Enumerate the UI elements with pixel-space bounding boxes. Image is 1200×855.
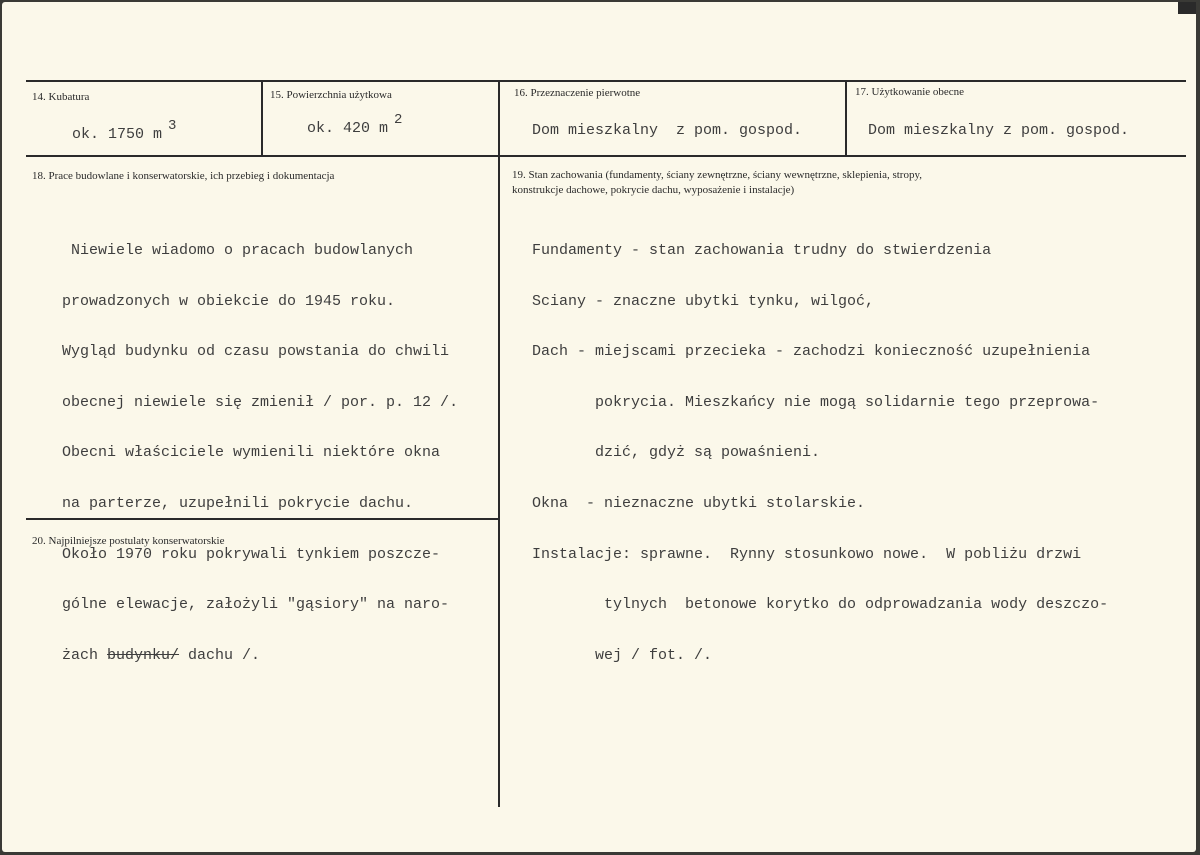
field-17-label: 17. Użytkowanie obecne <box>855 86 965 98</box>
field-17-value: Dom mieszkalny z pom. gospod. <box>868 122 1130 139</box>
field-15-unit-exponent: 2 <box>394 112 403 128</box>
field-18-last-line-end: dachu /. <box>179 646 261 664</box>
field-18-struck-word: budynku/ <box>107 646 180 664</box>
field-16-label: 16. Przeznaczenie pierwotne <box>514 87 641 99</box>
field-18-line: obecnej niewiele się zmienił / por. p. 12 /. <box>62 393 459 411</box>
field-19-line: tylnych betonowe korytko do odprowadzania wody deszczo- <box>532 596 1109 614</box>
field-18-line: Około 1970 roku pokrywali tynkiem poszcze- <box>62 545 441 563</box>
field-19-line: Dach - miejscami przecieka - zachodzi konieczność uzupełnienia <box>532 343 1091 361</box>
field-19-text <box>532 208 1108 699</box>
field-19-line: wej / fot. /. <box>532 646 713 664</box>
field-14-value-text: ok. 1750 m <box>72 126 163 143</box>
field-18-label: 18. Prace budowlane i konserwatorskie, ich przebieg i dokumentacja <box>32 170 335 182</box>
field-18-line: Obecni właściciele wymienili niektóre okna <box>62 444 441 462</box>
field-19-line: Sciany - znaczne ubytki tynku, wilgoć, <box>532 292 875 310</box>
field-19-line: Okna - nieznaczne ubytki stolarskie. <box>532 494 866 512</box>
field-15-label: 15. Powierzchnia użytkowa <box>270 89 392 101</box>
row1-bottom-rule <box>26 155 1186 157</box>
field-14-value <box>72 118 177 143</box>
field-18-line: Wygląd budynku od czasu powstania do chwili <box>62 343 450 361</box>
field-18-text <box>62 208 458 699</box>
field-15-value-text: ok. 420 m <box>307 120 389 137</box>
field-14-unit-exponent: 3 <box>168 118 177 134</box>
corner-mark <box>1178 2 1196 14</box>
divider-15-16 <box>498 81 500 807</box>
field-19-line: Instalacje: sprawne. Rynny stosunkowo nowe. W pobliżu drzwi <box>532 545 1082 563</box>
field-18-last-line-start: żach <box>62 646 108 664</box>
field-15-value <box>307 112 403 137</box>
field-19-line: dzić, gdyż są powaśnieni. <box>532 444 821 462</box>
field-14-label: 14. Kubatura <box>32 91 90 103</box>
field-20-label: 20. Najpilniejsze postulaty konserwatorskie <box>32 535 225 547</box>
field-18-line: prowadzonych w obiekcie do 1945 roku. <box>62 292 396 310</box>
field-19-label-line2: konstrukcje dachowe, pokrycie dachu, wyposażenie i instalacje) <box>512 184 795 196</box>
field-18-line: gólne elewacje, założyli "gąsiory" na naro- <box>62 596 450 614</box>
field-19-label-line1: 19. Stan zachowania (fundamenty, ściany zewnętrzne, ściany wewnętrzne, sklepienia, stropy, <box>512 169 923 181</box>
field-16-value: Dom mieszkalny z pom. gospod. <box>532 122 803 139</box>
top-rule <box>26 80 1186 82</box>
field-18-last-line <box>62 646 458 664</box>
field-19-line: Fundamenty - stan zachowania trudny do stwierdzenia <box>532 242 992 259</box>
field-18-line: na parterze, uzupełnili pokrycie dachu. <box>62 494 414 512</box>
divider-14-15 <box>261 81 263 157</box>
field-18-line: Niewiele wiadomo o pracach budowlanych <box>62 242 414 259</box>
inventory-card <box>2 2 1196 852</box>
divider-16-17 <box>845 81 847 157</box>
field-19-line: pokrycia. Mieszkańcy nie mogą solidarnie tego przeprowa- <box>532 393 1100 411</box>
